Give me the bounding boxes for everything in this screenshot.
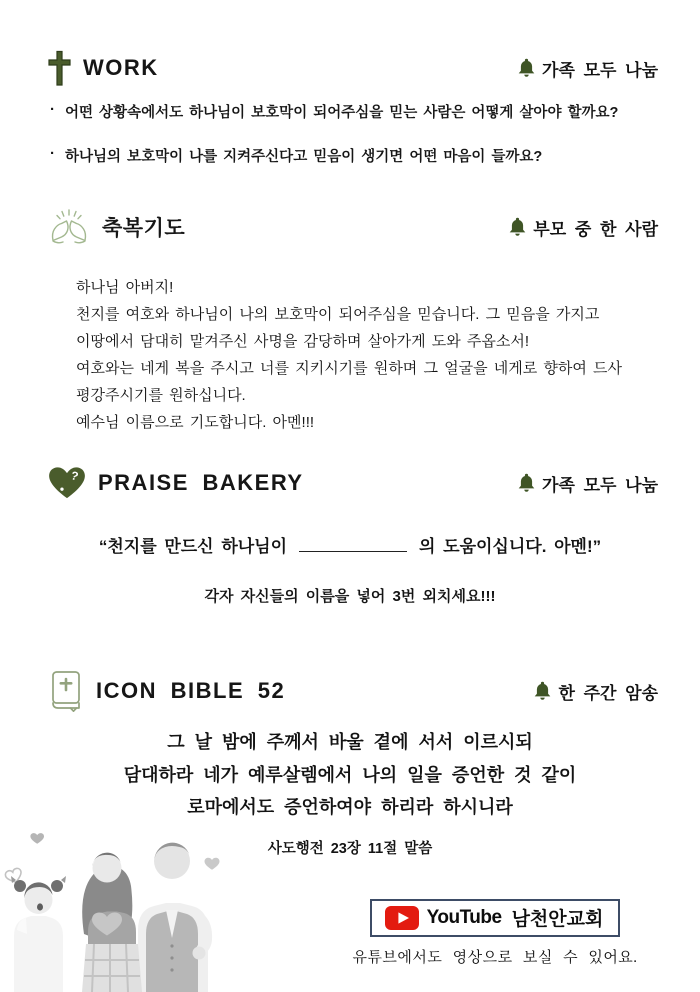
bible-badge (534, 679, 658, 704)
prayer-line: 예수님 이름으로 기도합니다. 아멘!!! (76, 414, 315, 431)
work-badge (518, 56, 658, 81)
praise-badge (518, 471, 658, 496)
bell-icon (518, 58, 535, 78)
question-item (50, 145, 660, 166)
prayer-line: 평강주시기를 원하십니다. (76, 387, 246, 404)
prayer-line: 천지를 여호와 하나님이 나의 보호막이 되어주심을 믿습니다. 그 믿음을 가지고 (76, 306, 600, 323)
quote-before: “천지를 만드신 하나님이 (98, 537, 288, 556)
bible-section-header (48, 670, 658, 712)
bible-title: ICON BIBLE 52 (96, 678, 286, 703)
prayer-line: 이땅에서 담대히 맡겨주신 사명을 감당하며 살아가게 도와 주옵소서! (76, 333, 530, 350)
daughter-figure (11, 876, 66, 992)
quote-after: 의 도움이십니다. 아멘!” (419, 537, 602, 556)
youtube-channel-button[interactable] (370, 899, 621, 937)
verse-line: 담대하라 네가 예루살렘에서 나의 일을 증언한 것 같이 (123, 764, 577, 785)
youtube-play-icon (385, 906, 419, 930)
prayer-line: 하나님 아버지! (76, 279, 174, 296)
verse-line: 그 날 밤에 주께서 바울 곁에 서서 이르시되 (167, 732, 533, 752)
family-illustration (0, 814, 242, 992)
praise-title: PRAISE BAKERY (98, 470, 304, 495)
bible-badge-label: 한 주간 암송 (558, 683, 658, 703)
work-section-header (48, 50, 658, 86)
question-text: 하나님의 보호막이 나를 지켜주신다고 믿음이 생기면 어떤 마음이 들까요? (65, 149, 543, 165)
heart-question-icon (48, 466, 86, 500)
bible-book-icon (48, 670, 84, 712)
memory-verse (0, 726, 700, 824)
blessing-badge (509, 215, 658, 240)
blessing-prayer (76, 274, 640, 436)
praise-badge-label: 가족 모두 나눔 (542, 475, 658, 495)
work-badge-label: 가족 모두 나눔 (542, 60, 658, 80)
blessing-badge-label: 부모 중 한 사람 (533, 219, 658, 239)
father-figure (138, 843, 212, 992)
work-title: WORK (83, 55, 159, 80)
praise-quote (0, 532, 700, 557)
praise-section-header (48, 466, 658, 500)
blessing-title: 축복기도 (102, 217, 186, 240)
praise-instruction: 각자 자신들의 이름을 넣어 3번 외치세요!!! (204, 588, 496, 605)
question-text: 어떤 상황속에서도 하나님이 보호막이 되어주심을 믿는 사람은 어떻게 살아야 할까요? (65, 105, 619, 121)
mother-figure (82, 853, 142, 992)
youtube-wordmark: YouTube (426, 906, 502, 928)
channel-name: 남천안교회 (511, 909, 604, 930)
youtube-footer (345, 899, 645, 967)
prayer-line: 여호와는 네게 복을 주시고 너를 지키시기를 원하며 그 얼굴을 네게로 향하여 드사 (76, 360, 623, 377)
blessing-hands-icon (48, 206, 90, 248)
bullet-dot: · (50, 101, 55, 118)
bell-icon (509, 217, 526, 237)
work-questions (50, 101, 660, 189)
verse-reference: 사도행전 23장 11절 말씀 (267, 841, 433, 857)
youtube-caption: 유튜브에서도 영상으로 보실 수 있어요. (352, 950, 638, 966)
svg-text:?: ? (69, 469, 80, 484)
bell-icon (534, 681, 551, 701)
fill-in-blank (299, 537, 407, 552)
bullet-dot: · (50, 145, 55, 162)
bell-icon (518, 473, 535, 493)
verse-line: 로마에서도 증언하여야 하리라 하시니라 (187, 797, 513, 817)
blessing-section-header (48, 206, 658, 248)
question-item (50, 101, 660, 122)
cross-icon (48, 50, 71, 86)
